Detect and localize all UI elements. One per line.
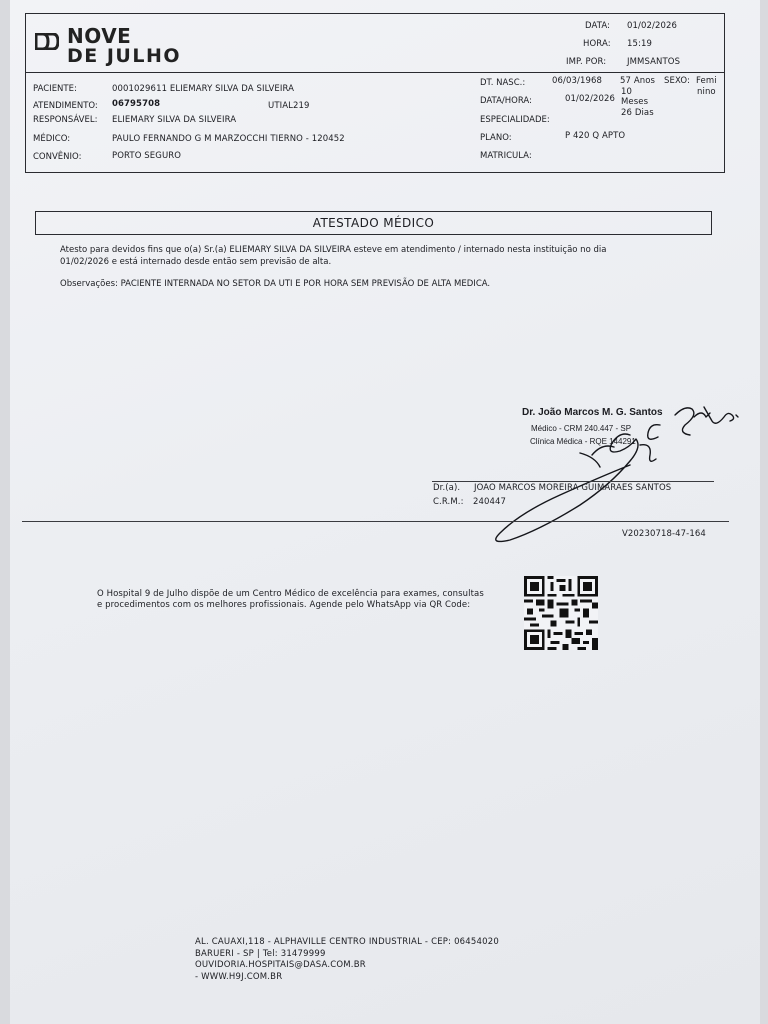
signatory-label: Dr.(a). [433,483,461,493]
date-label: DATA: [585,21,611,31]
document-title-box [35,211,712,235]
certificate-text [60,244,700,268]
footer-website: - WWW.H9J.COM.BR [195,971,283,982]
footer-line2: BARUERI - SP | Tel: 31479999 [195,948,326,959]
certificate-line2: 01/02/2026 e está internado desde então sem previsão de alta. [60,257,332,267]
printed-by-label: IMP. POR: [566,57,607,67]
section-divider [22,521,729,522]
signatory-name: JOAO MARCOS MOREIRA GUIMARAES SANTOS [474,483,672,493]
patient-value: 0001029611 ELIEMARY SILVA DA SILVEIRA [112,84,295,94]
qr-code-icon[interactable] [524,576,598,650]
sex-value-line2: nino [697,87,716,97]
footer-line1: AL. CAUAXI,118 - ALPHAVILLE CENTRO INDUSTRIAL - CEP: 06454020 [195,937,499,947]
date-value: 01/02/2026 [627,21,677,31]
attendance-value: 06795708 [112,99,161,109]
signature-line [432,481,714,482]
doctor-value: PAULO FERNANDO G M MARZOCCHI TIERNO - 120452 [112,134,345,144]
promo-text [97,589,484,611]
plan-label: PLANO: [480,133,512,143]
insurance-value: PORTO SEGURO [112,151,182,161]
responsible-value: ELIEMARY SILVA DA SILVEIRA [112,115,237,125]
datetime-label: DATA/HORA: [480,96,532,106]
handwritten-signature [480,395,745,545]
sex-value-line1: Femi [696,76,717,86]
sex-label: SEXO: [664,76,690,86]
footer-address [195,937,499,983]
age-years: 57 Anos [620,76,656,86]
stamp-name: Dr. João Marcos M. G. Santos [522,407,663,418]
time-value: 15:19 [627,39,652,49]
doctor-label: MÉDICO: [33,134,71,144]
logo-line2: DE JULHO [67,45,182,67]
responsible-label: RESPONSÁVEL: [33,115,98,125]
attendance-label: ATENDIMENTO: [33,101,98,111]
birthdate-value: 06/03/1968 [552,76,602,86]
insurance-label: CONVÊNIO: [33,152,82,162]
promo-line1: O Hospital 9 de Julho dispõe de um Centro Médico de excelência para exames, consultas [97,589,484,599]
certificate-line1: Atesto para devidos fins que o(a) Sr.(a) ELIEMARY SILVA DA SILVEIRA esteve em atendimento / internado nesta instituição no dia [60,245,607,255]
crm-label: C.R.M.: [433,497,464,507]
printed-by-value: JMMSANTOS [627,57,681,67]
specialty-label: ESPECIALIDADE: [480,115,550,125]
footer-email: OUVIDORIA.HOSPITAIS@DASA.COM.BR [195,960,366,970]
version-code: V20230718-47-164 [622,529,706,539]
hospital-logo-icon [35,33,59,50]
promo-line2: e procedimentos com os melhores profissionais. Agende pelo WhatsApp via QR Code: [97,600,471,610]
age-months-word: Meses [621,97,649,107]
birthdate-label: DT. NASC.: [480,78,526,88]
time-label: HORA: [583,39,611,49]
hospital-logo [67,26,181,66]
registration-label: MATRICULA: [480,151,532,161]
observations: Observações: PACIENTE INTERNADA NO SETOR DA UTI E POR HORA SEM PREVISÃO DE ALTA MEDICA. [60,279,491,289]
logo-line1: NOVE [67,24,132,48]
age-days: 26 Dias [621,108,654,118]
datetime-value: 01/02/2026 [565,94,615,104]
stamp-crm: Médico - CRM 240.447 - SP [531,424,632,433]
stamp-specialty: Clínica Médica - RQE 144291 [530,437,636,446]
plan-value: P 420 Q APTO [565,131,626,141]
patient-label: PACIENTE: [33,84,77,94]
bed-value: UTIAL219 [268,101,310,111]
crm-value: 240447 [473,497,507,507]
age-months-number: 10 [621,87,633,97]
header-divider [25,72,725,73]
document-title: ATESTADO MÉDICO [312,216,435,230]
